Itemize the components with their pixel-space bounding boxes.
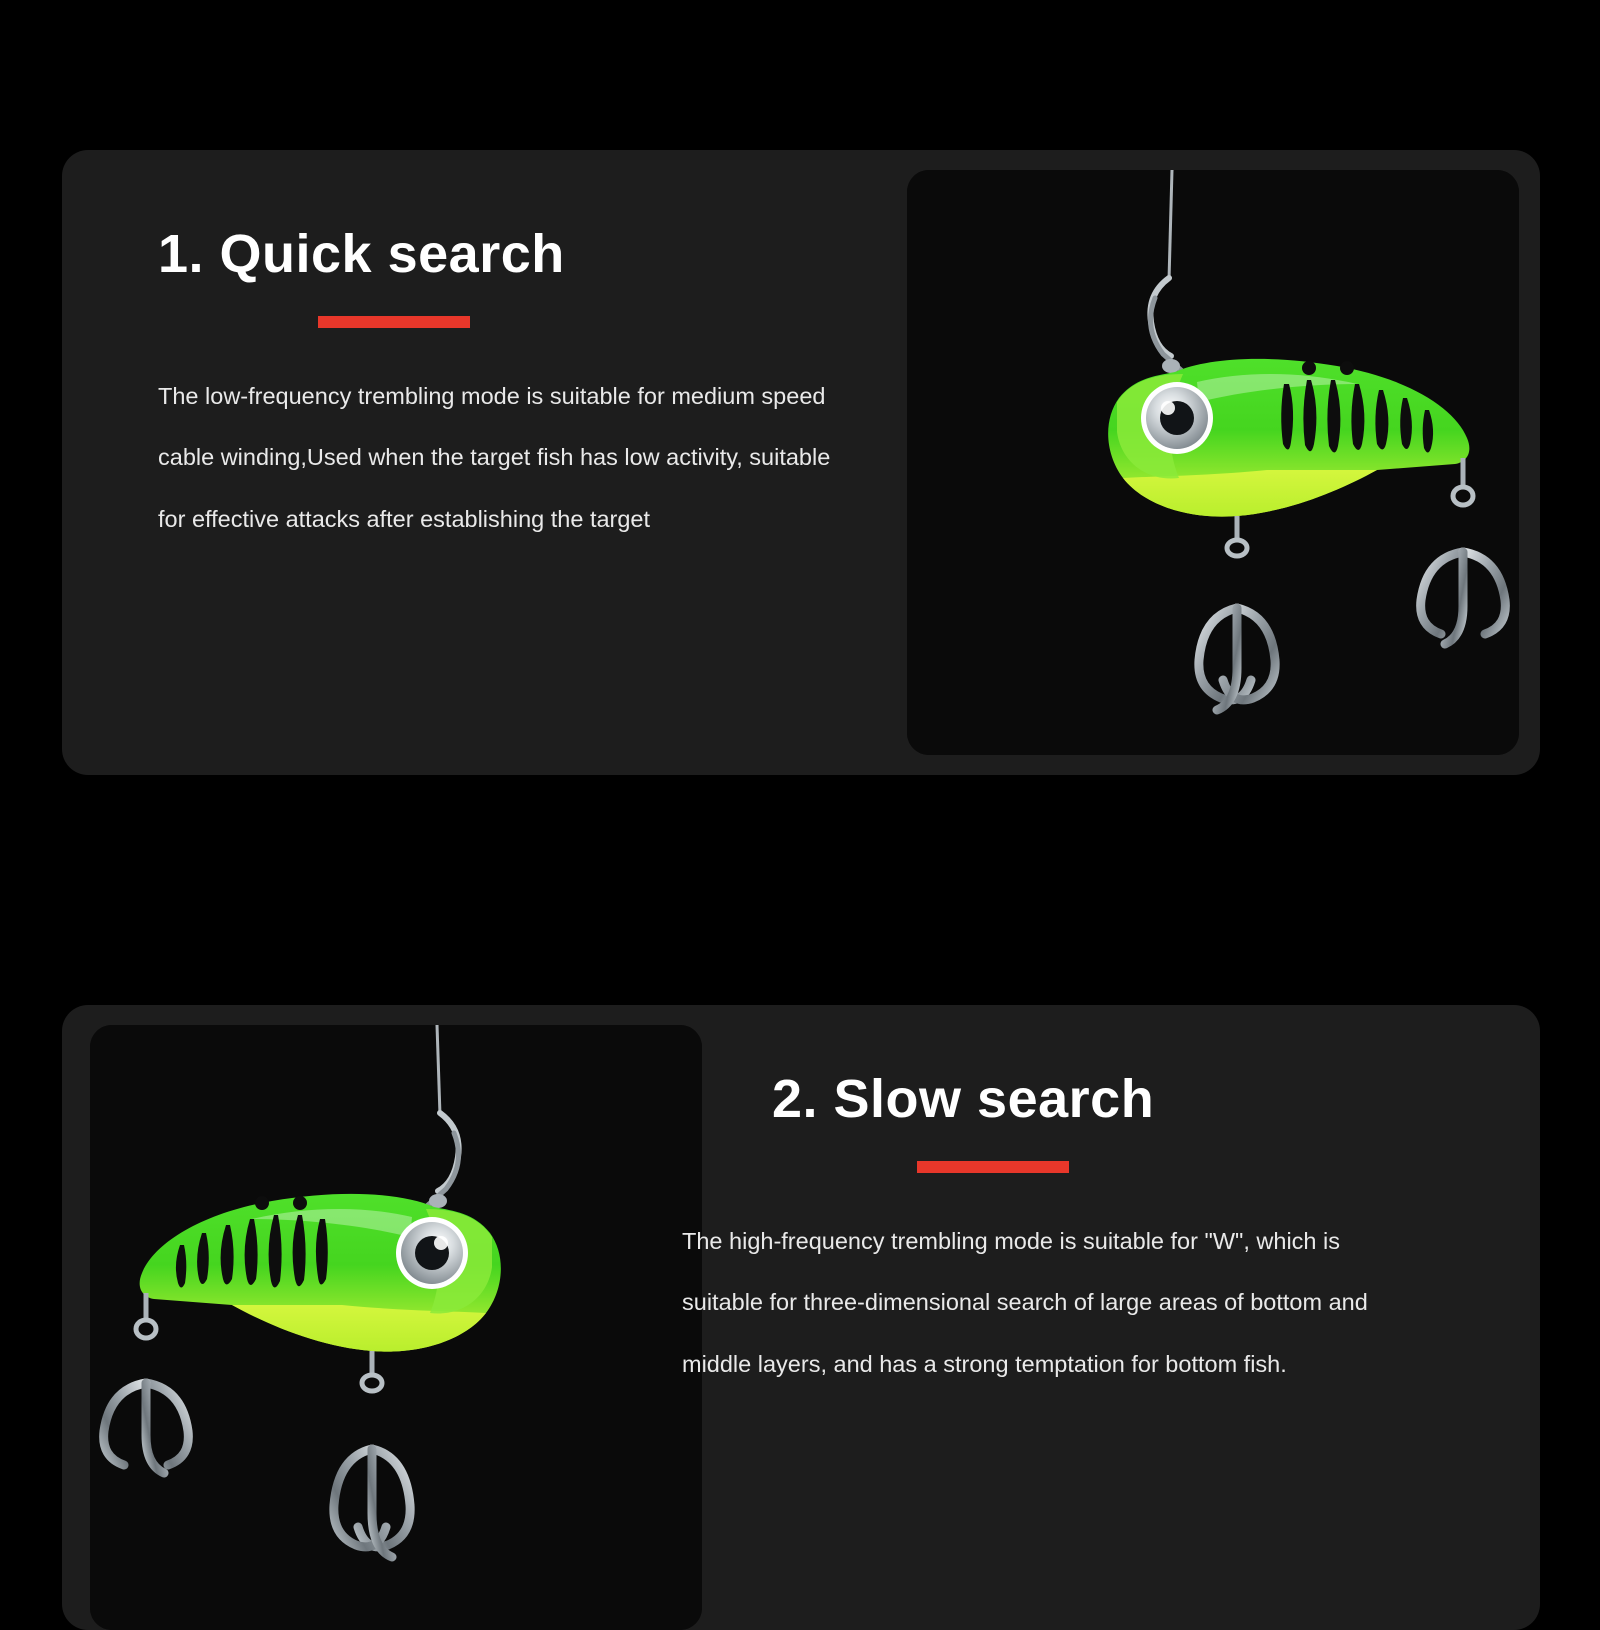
section-quick-search bbox=[62, 150, 1540, 775]
section-2-body bbox=[682, 1211, 1512, 1394]
section-2-lure-photo bbox=[90, 1025, 702, 1630]
section-slow-search bbox=[62, 1005, 1540, 1630]
section-2-body-line-2: suitable for three-dimensional search of large areas of bottom and bbox=[682, 1289, 1368, 1316]
section-1-body-line-2: cable winding,Used when the target fish has low activity, suitable bbox=[158, 444, 831, 471]
section-2-body-line-3: middle layers, and has a strong temptation for bottom fish. bbox=[682, 1350, 1287, 1377]
section-1-text-block bbox=[158, 225, 978, 550]
section-1-lure-photo bbox=[907, 170, 1519, 755]
section-2-accent-rule bbox=[917, 1161, 1069, 1173]
section-1-heading: 1. Quick search bbox=[158, 224, 565, 284]
section-2-body-line-1: The high-frequency trembling mode is suitable for "W", which is bbox=[682, 1228, 1340, 1255]
section-2-text-block bbox=[682, 1070, 1512, 1395]
lure-illustration-right bbox=[907, 170, 1519, 755]
section-1-body bbox=[158, 366, 978, 549]
section-1-body-line-3: for effective attacks after establishing the target bbox=[158, 505, 651, 532]
section-1-body-line-1: The low-frequency trembling mode is suitable for medium speed bbox=[158, 383, 826, 410]
lure-illustration-left bbox=[90, 1025, 702, 1630]
section-2-heading: 2. Slow search bbox=[772, 1069, 1155, 1129]
section-1-accent-rule bbox=[318, 316, 470, 328]
